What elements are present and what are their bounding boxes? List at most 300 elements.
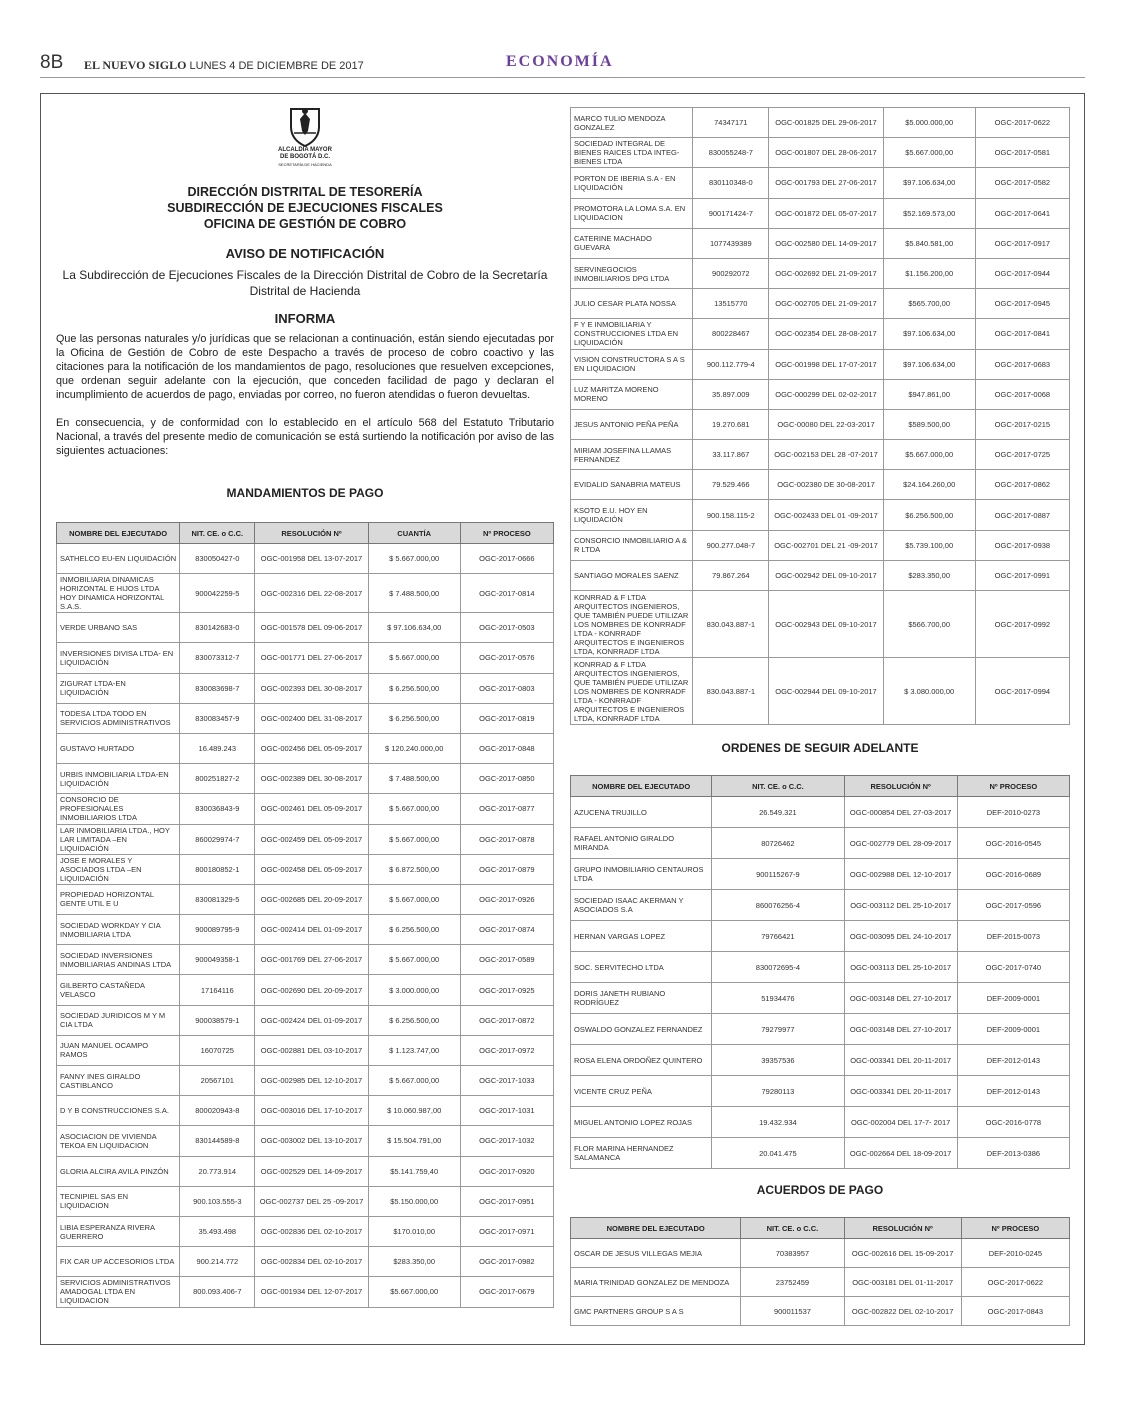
table-cell: OGC-001771 DEL 27-06-2017 <box>255 643 368 673</box>
table-cell: 800020943-8 <box>180 1096 255 1126</box>
logo-line-1: ALCALDÍA MAYOR <box>278 147 332 153</box>
table-cell: CONSORCIO INMOBILIARIO A & R LTDA <box>571 530 693 560</box>
right-column <box>570 107 1070 1326</box>
table-cell: OGC-001793 DEL 27-06-2017 <box>769 168 883 198</box>
table-cell: 800251827-2 <box>180 764 255 794</box>
table-row <box>571 890 1070 921</box>
table-cell: OGC-2017-0622 <box>961 1268 1069 1297</box>
table-cell: OGC-2017-0068 <box>975 379 1069 409</box>
table-row <box>57 1247 554 1277</box>
table-cell: $ 3.080.000,00 <box>883 658 975 725</box>
table-cell: $ 6.256.500,00 <box>368 673 460 703</box>
column-header: Nº PROCESO <box>957 776 1069 797</box>
table-cell: 51934476 <box>712 983 844 1014</box>
table-cell: OGC-002414 DEL 01-09-2017 <box>255 915 368 945</box>
publication-date: LUNES 4 DE DICIEMBRE DE 2017 <box>189 60 364 72</box>
table-cell: OGC-002393 DEL 30-08-2017 <box>255 673 368 703</box>
table-cell: $97.106.634,00 <box>883 319 975 349</box>
table-cell: $566.700,00 <box>883 591 975 658</box>
table-cell: MARIA TRINIDAD GONZALEZ DE MENDOZA <box>571 1268 741 1297</box>
table-row <box>571 658 1070 725</box>
table-cell: OGC-002836 DEL 02-10-2017 <box>255 1216 368 1246</box>
table-cell: 20.773.914 <box>180 1156 255 1186</box>
table-cell: 900.214.772 <box>180 1247 255 1277</box>
table-row <box>57 1035 554 1065</box>
table-cell: OGC-003113 DEL 25-10-2017 <box>844 952 957 983</box>
logo-line-2: DE BOGOTÁ D.C. <box>279 154 330 160</box>
table-cell: DEF-2015-0073 <box>957 921 1069 952</box>
table-cell: OSWALDO GONZALEZ FERNANDEZ <box>571 1014 712 1045</box>
table-row <box>571 289 1070 319</box>
table-cell: $ 6.256.500,00 <box>368 1005 460 1035</box>
table-cell: SOCIEDAD INVERSIONES INMOBILIARIAS ANDINAS LTDA <box>57 945 180 975</box>
page-number: 8B <box>40 52 64 73</box>
table-cell: $ 1.123.747,00 <box>368 1035 460 1065</box>
table-cell: OGC-2017-0725 <box>975 440 1069 470</box>
org-line-2: SUBDIRECCIÓN DE EJECUCIONES FISCALES <box>167 201 443 215</box>
table-cell: 830050427-0 <box>180 544 255 574</box>
table-cell: $ 97.106.634,00 <box>368 613 460 643</box>
table-cell: 830083698-7 <box>180 673 255 703</box>
table-row <box>571 591 1070 658</box>
table-row <box>57 1216 554 1246</box>
table-cell: $5.667.000,00 <box>883 138 975 168</box>
table-row <box>57 1156 554 1186</box>
table-cell: INMOBILIARIA DINAMICAS HORIZONTAL E HIJOS LTDA HOY DINAMICA HORIZONTAL S.A.S. <box>57 574 180 613</box>
table-cell: SOC. SERVITECHO LTDA <box>571 952 712 983</box>
table-cell: GLORIA ALCIRA AVILA PINZÓN <box>57 1156 180 1186</box>
table-cell: OGC-002433 DEL 01 -09-2017 <box>769 500 883 530</box>
table-cell: OGC-000854 DEL 27-03-2017 <box>844 797 957 828</box>
table-cell: URBIS INMOBILIARIA LTDA-EN LIQUIDACIÓN <box>57 764 180 794</box>
left-column <box>56 103 554 1308</box>
table-row <box>571 1268 1070 1297</box>
table-cell: OGC-2016-0689 <box>957 859 1069 890</box>
table-cell: OGC-00080 DEL 22-03-2017 <box>769 409 883 439</box>
table-row <box>57 1066 554 1096</box>
paragraph-1: Que las personas naturales y/o jurídicas que se relacionan a continuación, están siendo ejecutadas por la Oficina de Gestión de Cobro de este Despacho a través de proceso de cobro coactivo y las citaciones para la notificación de los mandamientos de pago, resoluciones que resuelven excepciones, que ordenan seguir adelante con la ejecución, que conceden facilidad de pago y declaran el incumplimiento de acuerdos de pago, enviadas por correo, no fueron atendidas o fueron devueltas. <box>56 333 554 401</box>
table-cell: SERVICIOS ADMINISTRATIVOS AMADOGAL LTDA EN LIQUIDACION <box>57 1277 180 1307</box>
table-cell: 20.041.475 <box>712 1138 844 1169</box>
table-cell: PORTON DE IBERIA S.A - EN LIQUIDACIÓN <box>571 168 693 198</box>
table-cell: SOCIEDAD WORKDAY Y CIA INMOBILIARIA LTDA <box>57 915 180 945</box>
table-row <box>571 1045 1070 1076</box>
table-cell: 830072695-4 <box>712 952 844 983</box>
table-row <box>571 952 1070 983</box>
table-cell: 860076256-4 <box>712 890 844 921</box>
table-cell: SATHELCO EU-EN LIQUIDACIÓN <box>57 544 180 574</box>
table-cell: JUAN MANUEL OCAMPO RAMOS <box>57 1035 180 1065</box>
table-cell: 830142683-0 <box>180 613 255 643</box>
table-cell: OGC-003112 DEL 25-10-2017 <box>844 890 957 921</box>
table-row <box>571 228 1070 258</box>
table-row <box>57 1277 554 1307</box>
table-cell: MIGUEL ANTONIO LOPEZ ROJAS <box>571 1107 712 1138</box>
logo-line-3: SECRETARÍA DE HACIENDA <box>278 162 332 167</box>
table-cell: OGC-2017-0589 <box>460 945 553 975</box>
table-cell: $ 5.667.000,00 <box>368 945 460 975</box>
table-row <box>57 574 554 613</box>
table-cell: 13515770 <box>693 289 769 319</box>
table-cell: 900.158.115-2 <box>693 500 769 530</box>
table-cell: OGC-2017-0944 <box>975 258 1069 288</box>
table-row <box>571 859 1070 890</box>
table-cell: OGC-2017-1031 <box>460 1096 553 1126</box>
table-cell: $ 6.872.500,00 <box>368 854 460 884</box>
table-row <box>571 379 1070 409</box>
table-row <box>57 854 554 884</box>
table-row <box>57 1126 554 1156</box>
table-cell: $ 5.667.000,00 <box>368 544 460 574</box>
table-cell: OGC-002701 DEL 21 -09-2017 <box>769 530 883 560</box>
table-cell: 800180852-1 <box>180 854 255 884</box>
table-cell: KSOTO E.U. HOY EN LIQUIDACIÓN <box>571 500 693 530</box>
table-row <box>57 1186 554 1216</box>
table-cell: 900038579-1 <box>180 1005 255 1035</box>
table-cell: OGC-001998 DEL 17-07-2017 <box>769 349 883 379</box>
table-row <box>57 544 554 574</box>
table-cell: SERVINEGOCIOS INMOBILIARIOS DPG LTDA <box>571 258 693 288</box>
table-cell: OGC-2017-0683 <box>975 349 1069 379</box>
table-cell: $5.667.000,00 <box>368 1277 460 1307</box>
table-row <box>57 794 554 824</box>
table-cell: OGC-002942 DEL 09-10-2017 <box>769 560 883 590</box>
table-cell: $ 5.667.000,00 <box>368 794 460 824</box>
column-header: Nº PROCESO <box>460 523 553 544</box>
table-row <box>57 945 554 975</box>
coat-of-arms-icon <box>288 103 322 147</box>
table-cell: $ 3.000.000,00 <box>368 975 460 1005</box>
table-cell: $5.840.581,00 <box>883 228 975 258</box>
table-row <box>57 1096 554 1126</box>
table-cell: 19.270.681 <box>693 409 769 439</box>
table-cell: OGC-2017-0925 <box>460 975 553 1005</box>
column-header: Nº PROCESO <box>961 1218 1069 1239</box>
table-row <box>571 1076 1070 1107</box>
table-cell: OGC-2017-0972 <box>460 1035 553 1065</box>
table-cell: 830.043.887-1 <box>693 591 769 658</box>
table-cell: OGC-003148 DEL 27-10-2017 <box>844 983 957 1014</box>
table-cell: 900089795-9 <box>180 915 255 945</box>
table-cell: 900011537 <box>741 1297 844 1326</box>
table-cell: 900049358-1 <box>180 945 255 975</box>
table-cell: OGC-2017-0503 <box>460 613 553 643</box>
table-cell: OGC-2017-0679 <box>460 1277 553 1307</box>
table-cell: JULIO CESAR PLATA NOSSA <box>571 289 693 319</box>
table-cell: OGC-2017-0945 <box>975 289 1069 319</box>
table-cell: ZIGURAT LTDA-EN LIQUIDACIÓN <box>57 673 180 703</box>
table-row <box>571 1239 1070 1268</box>
table-cell: OGC-2017-0887 <box>975 500 1069 530</box>
table-cell: OGC-2017-0666 <box>460 544 553 574</box>
table-cell: OGC-2017-0874 <box>460 915 553 945</box>
table-cell: 900115267-9 <box>712 859 844 890</box>
table-cell: $170.010,00 <box>368 1216 460 1246</box>
table-cell: OGC-2017-0951 <box>460 1186 553 1216</box>
table-cell: 79.529.466 <box>693 470 769 500</box>
table-cell: OGC-002881 DEL 03-10-2017 <box>255 1035 368 1065</box>
alcaldia-logo <box>56 103 554 168</box>
table-cell: $283.350,00 <box>368 1247 460 1277</box>
table-cell: OGC-000299 DEL 02-02-2017 <box>769 379 883 409</box>
table-cell: OGC-2017-0819 <box>460 703 553 733</box>
table-cell: OGC-2017-1032 <box>460 1126 553 1156</box>
table-cell: JOSE E MORALES Y ASOCIADOS LTDA –EN LIQUIDACIÓN <box>57 854 180 884</box>
table-cell: TODESA LTDA TODO EN SERVICIOS ADMINISTRATIVOS <box>57 703 180 733</box>
table-cell: PROMOTORA LA LOMA S.A. EN LIQUIDACION <box>571 198 693 228</box>
table-cell: 26.549.321 <box>712 797 844 828</box>
table-cell: 33.117.867 <box>693 440 769 470</box>
table-cell: JESUS ANTONIO PEÑA PEÑA <box>571 409 693 439</box>
publication-name: EL NUEVO SIGLO <box>84 58 187 72</box>
paragraph-2: En consecuencia, y de conformidad con lo establecido en el artículo 568 del Estatuto Tributario Nacional, a través del presente medio de comunicación se está surtiendo la notificación por aviso de las siguientes actuaciones: <box>56 417 554 457</box>
table-cell: 900292072 <box>693 258 769 288</box>
table-cell: $ 5.667.000,00 <box>368 1066 460 1096</box>
table-cell: OGC-2017-0843 <box>961 1297 1069 1326</box>
table-cell: OGC-002705 DEL 21-09-2017 <box>769 289 883 319</box>
table-cell: OGC-002834 DEL 02-10-2017 <box>255 1247 368 1277</box>
table-row <box>571 1107 1070 1138</box>
table-cell: OGC-002943 DEL 09-10-2017 <box>769 591 883 658</box>
table-cell: $5.667.000,00 <box>883 440 975 470</box>
mandamientos-continued-table <box>570 107 1070 725</box>
table-cell: 79.867.264 <box>693 560 769 590</box>
table-cell: $5.150.000,00 <box>368 1186 460 1216</box>
table-cell: DEF-2012-0143 <box>957 1076 1069 1107</box>
table-cell: 19.432.934 <box>712 1107 844 1138</box>
table-cell: 70383957 <box>741 1239 844 1268</box>
table-cell: 830055248-7 <box>693 138 769 168</box>
table-cell: OGC-2017-0803 <box>460 673 553 703</box>
table-cell: LAR INMOBILIARIA LTDA., HOY LAR LIMITADA –EN LIQUIDACIÓN <box>57 824 180 854</box>
table-row <box>571 108 1070 138</box>
table-cell: $589.500,00 <box>883 409 975 439</box>
table-cell: OGC-001958 DEL 13-07-2017 <box>255 544 368 574</box>
table-cell: DORIS JANETH RUBIANO RODRÍGUEZ <box>571 983 712 1014</box>
table-cell: OGC-002354 DEL 28-08-2017 <box>769 319 883 349</box>
table-cell: OGC-002380 DE 30-08-2017 <box>769 470 883 500</box>
table-row <box>571 560 1070 590</box>
informa-heading: INFORMA <box>274 311 336 326</box>
table-cell: OSCAR DE JESUS VILLEGAS MEJIA <box>571 1239 741 1268</box>
table-cell: 79280113 <box>712 1076 844 1107</box>
table-row <box>571 1297 1070 1326</box>
table-cell: 830083457-9 <box>180 703 255 733</box>
table-cell: OGC-002690 DEL 20-09-2017 <box>255 975 368 1005</box>
table-cell: CONSORCIO DE PROFESIONALES INMOBILIARIOS LTDA <box>57 794 180 824</box>
table-cell: 35.897.009 <box>693 379 769 409</box>
table-cell: $5.739.100,00 <box>883 530 975 560</box>
table-cell: OGC-2017-0926 <box>460 884 553 914</box>
table-cell: OGC-002692 DEL 21-09-2017 <box>769 258 883 288</box>
table-cell: LUZ MARITZA MORENO MORENO <box>571 379 693 409</box>
table-cell: 17164116 <box>180 975 255 1005</box>
table-cell: KONRRAD & F LTDA ARQUITECTOS INGENIEROS, QUE TAMBIÉN PUEDE UTILIZAR LOS NOMBRES DE KONRRADF LTDA - KONRRADF ARQUITECTOS E INGENIEROS LTDA, KONRRADF LTDA <box>571 591 693 658</box>
table-cell: OGC-002985 DEL 12-10-2017 <box>255 1066 368 1096</box>
table-cell: $6.256.500,00 <box>883 500 975 530</box>
table-row <box>57 643 554 673</box>
table-cell: DEF-2010-0245 <box>961 1239 1069 1268</box>
table-cell: OGC-2017-0582 <box>975 168 1069 198</box>
column-header: NOMBRE DEL EJECUTADO <box>571 776 712 797</box>
table-cell: AZUCENA TRUJILLO <box>571 797 712 828</box>
column-header: RESOLUCIÓN Nº <box>844 776 957 797</box>
org-line-1: DIRECCIÓN DISTRITAL DE TESORERÍA <box>187 185 423 199</box>
column-header: NIT. CE. o C.C. <box>180 523 255 544</box>
table-cell: $ 5.667.000,00 <box>368 884 460 914</box>
table-cell: OGC-002389 DEL 30-08-2017 <box>255 764 368 794</box>
table-cell: OGC-003095 DEL 24-10-2017 <box>844 921 957 952</box>
table-cell: OGC-2017-0862 <box>975 470 1069 500</box>
table-cell: OGC-003181 DEL 01-11-2017 <box>844 1268 961 1297</box>
table-cell: $ 5.667.000,00 <box>368 824 460 854</box>
table-cell: 830036843-9 <box>180 794 255 824</box>
table-cell: OGC-2017-0971 <box>460 1216 553 1246</box>
table-cell: OGC-001807 DEL 28-06-2017 <box>769 138 883 168</box>
table-row <box>571 440 1070 470</box>
table-cell: OGC-002153 DEL 28 -07-2017 <box>769 440 883 470</box>
table-cell: 830073312-7 <box>180 643 255 673</box>
table-cell: OGC-2017-0994 <box>975 658 1069 725</box>
table-cell: OGC-003002 DEL 13-10-2017 <box>255 1126 368 1156</box>
table-cell: OGC-003016 DEL 17-10-2017 <box>255 1096 368 1126</box>
table-cell: $52.169.573,00 <box>883 198 975 228</box>
column-header: RESOLUCIÓN Nº <box>255 523 368 544</box>
table-cell: 830110348-0 <box>693 168 769 198</box>
acuerdos-table <box>570 1217 1070 1326</box>
table-row <box>57 824 554 854</box>
table-cell: OGC-002737 DEL 25 -09-2017 <box>255 1186 368 1216</box>
table-cell: OGC-002822 DEL 02-10-2017 <box>844 1297 961 1326</box>
mandamientos-table <box>56 522 554 1308</box>
table-cell: OGC-2017-0581 <box>975 138 1069 168</box>
table-cell: 79279977 <box>712 1014 844 1045</box>
table-cell: DEF-2013-0386 <box>957 1138 1069 1169</box>
table-cell: VISION CONSTRUCTORA S A S EN LIQUIDACION <box>571 349 693 379</box>
mandamientos-title: MANDAMIENTOS DE PAGO <box>226 486 384 500</box>
table-cell: $ 6.256.500,00 <box>368 703 460 733</box>
table-cell: SOCIEDAD ISAAC AKERMAN Y ASOCIADOS S.A <box>571 890 712 921</box>
table-row <box>571 828 1070 859</box>
table-cell: OGC-2017-0982 <box>460 1247 553 1277</box>
table-cell: SOCIEDAD INTEGRAL DE BIENES RAICES LTDA INTEG-BIENES LTDA <box>571 138 693 168</box>
table-cell: GMC PARTNERS GROUP S A S <box>571 1297 741 1326</box>
table-cell: 16.489.243 <box>180 733 255 763</box>
table-cell: OGC-002400 DEL 31-08-2017 <box>255 703 368 733</box>
table-cell: $ 15.504.791,00 <box>368 1126 460 1156</box>
table-row <box>571 138 1070 168</box>
table-cell: 800228467 <box>693 319 769 349</box>
table-cell: D Y B CONSTRUCCIONES S.A. <box>57 1096 180 1126</box>
table-row <box>57 764 554 794</box>
table-cell: VERDE URBANO SAS <box>57 613 180 643</box>
organization-block <box>56 184 554 232</box>
table-row <box>571 198 1070 228</box>
table-cell: 830.043.887-1 <box>693 658 769 725</box>
header-divider <box>40 77 1085 78</box>
table-row <box>57 884 554 914</box>
table-cell: OGC-002529 DEL 14-09-2017 <box>255 1156 368 1186</box>
table-cell: OGC-002004 DEL 17-7- 2017 <box>844 1107 957 1138</box>
table-cell: OGC-2017-0740 <box>957 952 1069 983</box>
table-row <box>571 258 1070 288</box>
table-cell: 830081329-5 <box>180 884 255 914</box>
table-cell: OGC-003341 DEL 20-11-2017 <box>844 1076 957 1107</box>
table-cell: OGC-2016-0778 <box>957 1107 1069 1138</box>
table-row <box>57 1005 554 1035</box>
table-cell: OGC-2017-0938 <box>975 530 1069 560</box>
table-cell: OGC-2017-0879 <box>460 854 553 884</box>
table-row <box>571 319 1070 349</box>
page-header <box>40 50 1085 78</box>
section-title: ECONOMÍA <box>506 53 614 70</box>
table-row <box>57 613 554 643</box>
table-cell: DEF-2009-0001 <box>957 983 1069 1014</box>
acuerdos-title: ACUERDOS DE PAGO <box>756 1183 884 1197</box>
table-cell: 860029974-7 <box>180 824 255 854</box>
table-cell: FIX CAR UP ACCESORIOS LTDA <box>57 1247 180 1277</box>
table-cell: OGC-002424 DEL 01-09-2017 <box>255 1005 368 1035</box>
table-cell: OGC-003148 DEL 27-10-2017 <box>844 1014 957 1045</box>
table-cell: OGC-2017-0576 <box>460 643 553 673</box>
table-cell: 1077439389 <box>693 228 769 258</box>
column-header: NOMBRE DEL EJECUTADO <box>57 523 180 544</box>
table-cell: MIRIAM JOSEFINA LLAMAS FERNANDEZ <box>571 440 693 470</box>
table-cell: VICENTE CRUZ PEÑA <box>571 1076 712 1107</box>
table-cell: DEF-2010-0273 <box>957 797 1069 828</box>
table-cell: $ 120.240.000,00 <box>368 733 460 763</box>
table-row <box>571 1138 1070 1169</box>
table-cell: 74347171 <box>693 108 769 138</box>
table-row <box>571 530 1070 560</box>
table-cell: $ 10.060.987,00 <box>368 1096 460 1126</box>
column-header: CUANTÍA <box>368 523 460 544</box>
table-cell: OGC-2017-0848 <box>460 733 553 763</box>
org-line-3: OFICINA DE GESTIÓN DE COBRO <box>203 217 407 231</box>
table-cell: OGC-2017-0877 <box>460 794 553 824</box>
table-cell: OGC-2016-0545 <box>957 828 1069 859</box>
table-cell: OGC-2017-0917 <box>975 228 1069 258</box>
table-cell: OGC-2017-0920 <box>460 1156 553 1186</box>
table-cell: ASOCIACION DE VIVIENDA TEKOA EN LIQUIDACION <box>57 1126 180 1156</box>
table-cell: GRUPO INMOBILIARIO CENTAUROS LTDA <box>571 859 712 890</box>
table-cell: OGC-2017-0215 <box>975 409 1069 439</box>
table-cell: 900171424-7 <box>693 198 769 228</box>
table-cell: GILBERTO CASTAÑEDA VELASCO <box>57 975 180 1005</box>
table-cell: OGC-002459 DEL 05-09-2017 <box>255 824 368 854</box>
table-cell: 20567101 <box>180 1066 255 1096</box>
table-cell: GUSTAVO HURTADO <box>57 733 180 763</box>
table-cell: SANTIAGO MORALES SAENZ <box>571 560 693 590</box>
table-cell: OGC-2017-0641 <box>975 198 1069 228</box>
column-header: NIT. CE. o C.C. <box>741 1218 844 1239</box>
column-header: RESOLUCIÓN Nº <box>844 1218 961 1239</box>
table-cell: $ 6.256.500,00 <box>368 915 460 945</box>
table-cell: $5.000.000,00 <box>883 108 975 138</box>
table-row <box>571 168 1070 198</box>
table-cell: $1.156.200,00 <box>883 258 975 288</box>
column-header: NOMBRE DEL EJECUTADO <box>571 1218 741 1239</box>
table-cell: $24.164.260,00 <box>883 470 975 500</box>
table-row <box>57 673 554 703</box>
table-cell: FANNY INES GIRALDO CASTIBLANCO <box>57 1066 180 1096</box>
table-cell: OGC-001578 DEL 09-06-2017 <box>255 613 368 643</box>
table-cell: $ 5.667.000,00 <box>368 643 460 673</box>
table-row <box>571 1014 1070 1045</box>
table-cell: OGC-001872 DEL 05-07-2017 <box>769 198 883 228</box>
table-cell: OGC-002685 DEL 20-09-2017 <box>255 884 368 914</box>
table-cell: OGC-001769 DEL 27-06-2017 <box>255 945 368 975</box>
